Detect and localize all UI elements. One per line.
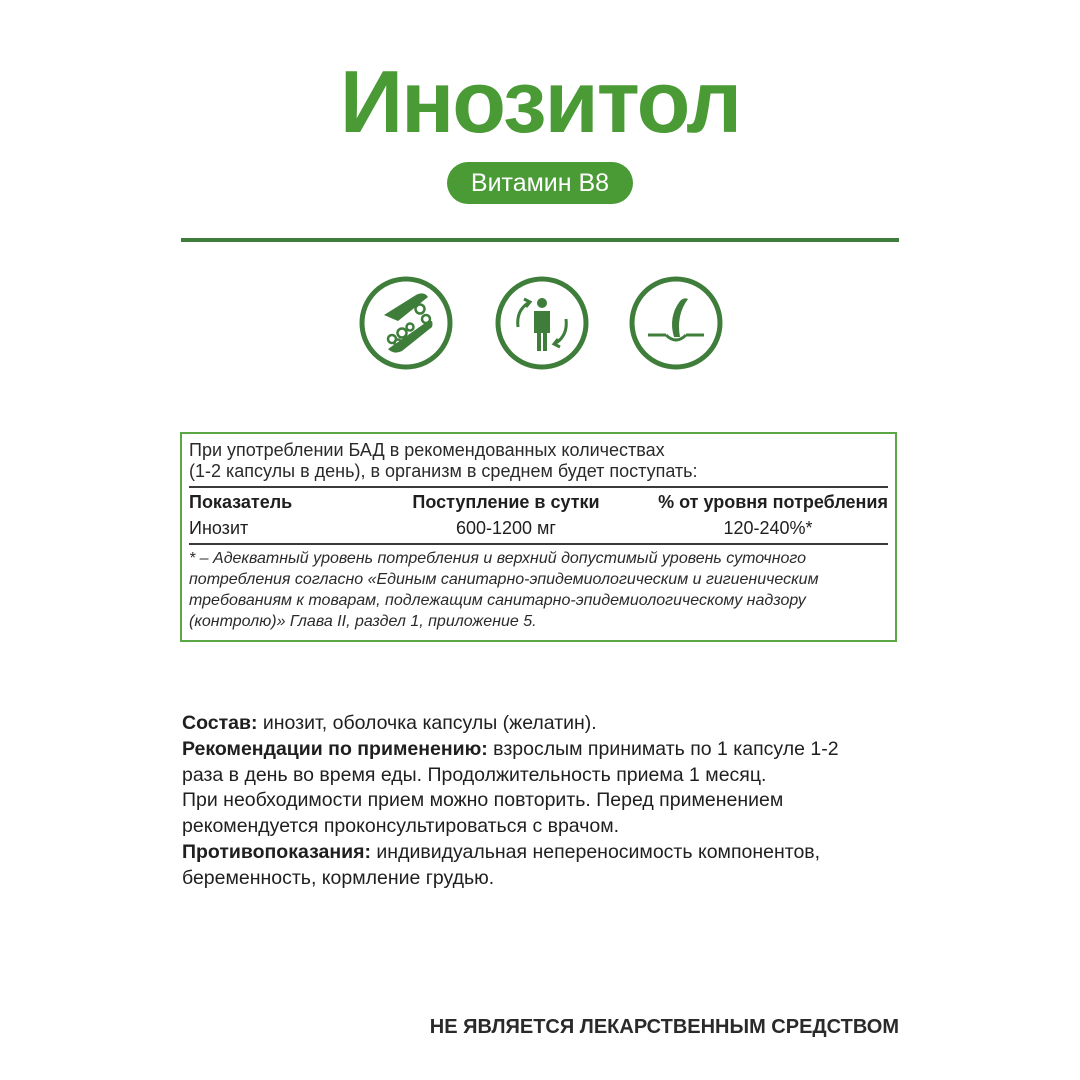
column-header-indicator: Показатель (189, 492, 293, 512)
vitamin-badge: Витамин В8 (447, 162, 633, 204)
composition: Состав: инозит, оболочка капсулы (желатин). (182, 712, 597, 734)
table-rule-top (189, 486, 888, 488)
product-info (182, 711, 882, 892)
not-a-medicine-note: НЕ ЯВЛЯЕТСЯ ЛЕКАРСТВЕННЫМ СРЕДСТВОМ (429, 1016, 899, 1038)
table-cell-amount: 600-1200 мг (455, 518, 556, 538)
blood-vessel-icon (358, 275, 454, 371)
footnote: * – Адекватный уровень потребления и верхний допустимый уровень суточного потребления согласно «Единым санитарно-эпидемиологическим и гигиеническим требованиям к товарам, подлежащим санитарно-эпидемиологическому надзору (контролю)» Глава II, раздел 1, приложение 5. (189, 550, 819, 630)
recommendations: Рекомендации по применению: взрослым принимать по 1 капсуле 1-2 раза в день во время еды. Продолжительность приема 1 месяц. (182, 737, 839, 786)
table-cell-percent: 120-240%* (723, 518, 813, 538)
product-title: Инозитол (339, 52, 741, 151)
contraindications: Противопоказания: индивидуальная непереносимость компонентов, беременность, кормление грудью. (182, 840, 821, 889)
column-header-daily-intake: Поступление в сутки (412, 492, 600, 512)
column-header-percent: % от уровня потребления (658, 492, 888, 512)
divider (181, 238, 899, 242)
nutrition-intro: При употреблении БАД в рекомендованных количествах (1-2 капсулы в день), в организм в среднем будет поступать: (189, 440, 698, 481)
table-cell-name: Инозит (189, 518, 249, 538)
hair-follicle-icon (628, 275, 724, 371)
table-rule-bottom (189, 543, 888, 545)
recommendations-extra: При необходимости прием можно повторить. Перед применением рекомендуется проконсультироваться с врачом. (182, 789, 784, 838)
person-metabolism-icon (494, 275, 590, 371)
nutrition-table (180, 432, 897, 642)
